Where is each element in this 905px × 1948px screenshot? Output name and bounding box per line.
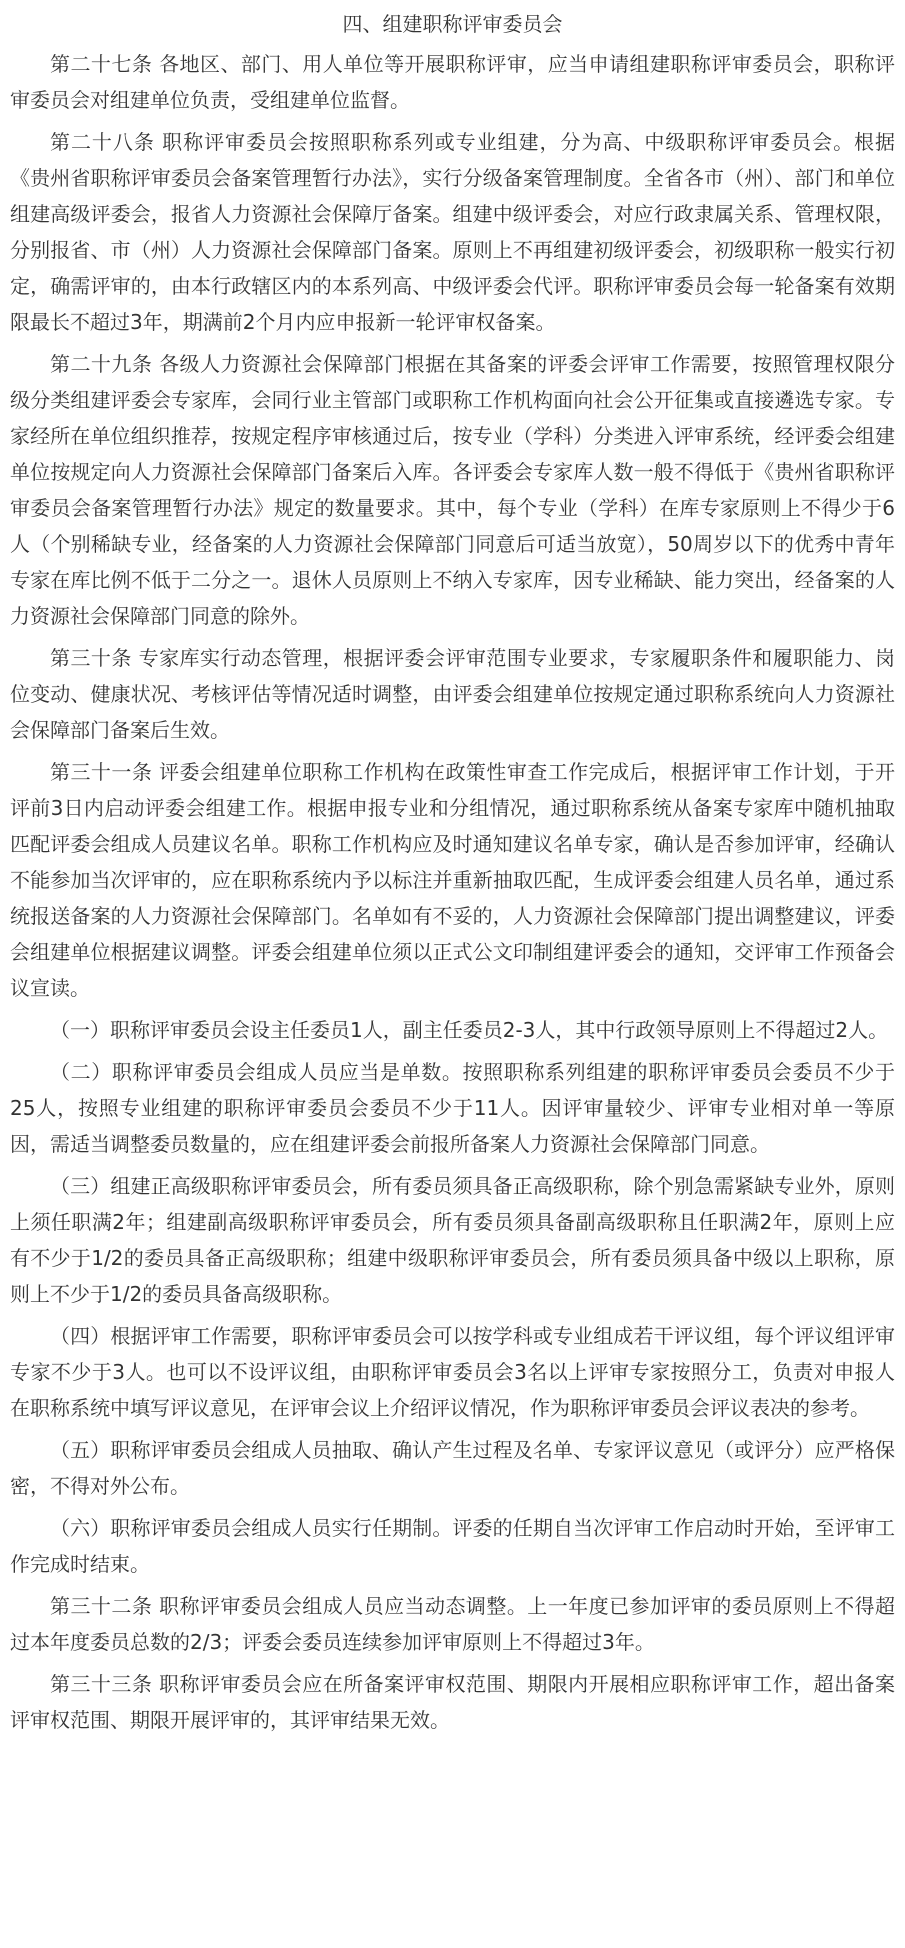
clause-3: （三）组建正高级职称评审委员会，所有委员须具备正高级职称，除个别急需紧缺专业外，原则上须任职满2年；组建副高级职称评审委员会，所有委员须具备副高级职称且任职满2年，原则上应有不少于1/2的委员具备正高级职称；组建中级职称评审委员会，所有委员须具备中级以上职称，原则上不少于1/2的委员具备高级职称。 (10, 1174, 895, 1306)
clause-1: （一）职称评审委员会设主任委员1人，副主任委员2-3人，其中行政领导原则上不得超过2人。 (50, 1018, 889, 1042)
article-27: 第二十七条 各地区、部门、用人单位等开展职称评审，应当申请组建职称评审委员会，职称评审委员会对组建单位负责，受组建单位监督。 (10, 52, 895, 112)
clause-6: （六）职称评审委员会组成人员实行任期制。评委的任期自当次评审工作启动时开始，至评审工作完成时结束。 (10, 1516, 895, 1576)
article-31: 第三十一条 评委会组建单位职称工作机构在政策性审查工作完成后，根据评审工作计划，于开评前3日内启动评委会组建工作。根据申报专业和分组情况，通过职称系统从备案专家库中随机抽取匹配评委会组成人员建议名单。职称工作机构应及时通知建议名单专家，确认是否参加评审，经确认不能参加当次评审的，应在职称系统内予以标注并重新抽取匹配，生成评委会组建人员名单，通过系统报送备案的人力资源社会保障部门。名单如有不妥的，人力资源社会保障部门提出调整建议，评委会组建单位根据建议调整。评委会组建单位须以正式公文印制组建评委会的通知，交评审工作预备会议宣读。 (10, 760, 895, 1000)
article-30: 第三十条 专家库实行动态管理，根据评委会评审范围专业要求，专家履职条件和履职能力、岗位变动、健康状况、考核评估等情况适时调整，由评委会组建单位按规定通过职称系统向人力资源社会保障部门备案后生效。 (10, 646, 895, 742)
article-32: 第三十二条 职称评审委员会组成人员应当动态调整。上一年度已参加评审的委员原则上不得超过本年度委员总数的2/3；评委会委员连续参加评审原则上不得超过3年。 (10, 1594, 895, 1654)
article-28: 第二十八条 职称评审委员会按照职称系列或专业组建，分为高、中级职称评审委员会。根据《贵州省职称评审委员会备案管理暂行办法》，实行分级备案管理制度。全省各市（州）、部门和单位组建高级评委会，报省人力资源社会保障厅备案。组建中级评委会，对应行政隶属关系、管理权限，分别报省、市（州）人力资源社会保障部门备案。原则上不再组建初级评委会，初级职称一般实行初定，确需评审的，由本行政辖区内的本系列高、中级评委会代评。职称评审委员会每一轮备案有效期限最长不超过3年，期满前2个月内应申报新一轮评审权备案。 (10, 130, 895, 334)
article-29: 第二十九条 各级人力资源社会保障部门根据在其备案的评委会评审工作需要，按照管理权限分级分类组建评委会专家库，会同行业主管部门或职称工作机构面向社会公开征集或直接遴选专家。专家经所在单位组织推荐，按规定程序审核通过后，按专业（学科）分类进入评审系统，经评委会组建单位按规定向人力资源社会保障部门备案后入库。各评委会专家库人数一般不得低于《贵州省职称评审委员会备案管理暂行办法》规定的数量要求。其中，每个专业（学科）在库专家原则上不得少于6人（个别稀缺专业，经备案的人力资源社会保障部门同意后可适当放宽），50周岁以下的优秀中青年专家在库比例不低于二分之一。退休人员原则上不纳入专家库，因专业稀缺、能力突出，经备案的人力资源社会保障部门同意的除外。 (10, 352, 895, 628)
clause-5: （五）职称评审委员会组成人员抽取、确认产生过程及名单、专家评议意见（或评分）应严格保密，不得对外公布。 (10, 1438, 895, 1498)
article-33: 第三十三条 职称评审委员会应在所备案评审权范围、期限内开展相应职称评审工作，超出备案评审权范围、期限开展评审的，其评审结果无效。 (10, 1672, 895, 1732)
section-title: 四、组建职称评审委员会 (342, 12, 563, 36)
clause-4: （四）根据评审工作需要，职称评审委员会可以按学科或专业组成若干评议组，每个评议组评审专家不少于3人。也可以不设评议组，由职称评审委员会3名以上评审专家按照分工，负责对申报人在职称系统中填写评议意见，在评审会议上介绍评议情况，作为职称评审委员会评议表决的参考。 (10, 1324, 895, 1420)
clause-2: （二）职称评审委员会组成人员应当是单数。按照职称系列组建的职称评审委员会委员不少于25人，按照专业组建的职称评审委员会委员不少于11人。因评审量较少、评审专业相对单一等原因，需适当调整委员数量的，应在组建评委会前报所备案人力资源社会保障部门同意。 (10, 1060, 895, 1156)
